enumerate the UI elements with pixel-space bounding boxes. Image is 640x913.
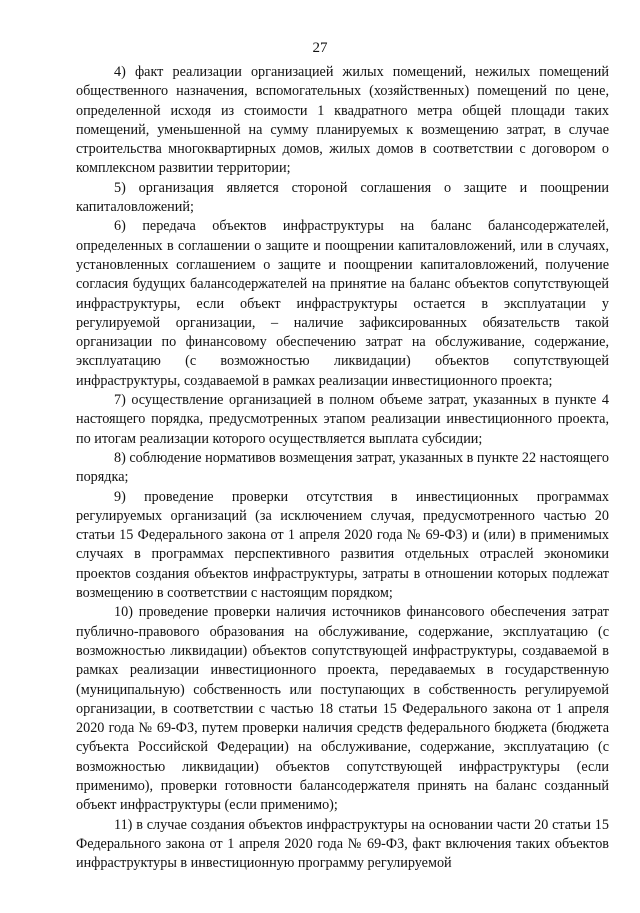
paragraph-item-6: 6) передача объектов инфраструктуры на баланс балансодержателей, определенных в соглашении о защите и поощрении капиталовложений, или в случаях, установленных соглашением о защите и поощрении капиталовложений, получение согласия будущих балансодержателей на принятие на баланс объектов сопутствующей инфраструктуры, если объект инфраструктуры остается в эксплуатации у регулируемой организации, – наличие зафиксированных обязательств такой организации по финансовому обеспечению затрат на обслуживание, содержание, эксплуатацию (с возможностью ликвидации) объектов сопутствующей инфраструктуры, создаваемой в рамках реализации инвестиционного проекта; bbox=[76, 218, 609, 389]
paragraph-item-5: 5) организация является стороной соглашения о защите и поощрении капиталовложений; bbox=[76, 179, 609, 216]
paragraph-item-4: 4) факт реализации организацией жилых помещений, нежилых помещений общественного назначения, вспомогательных (хозяйственных) помещений по цене, определенной исходя из стоимости 1 квадратного метра общей площади таких помещений, уменьшенной на сумму планируемых к возмещению затрат, в случае строительства многоквартирных домов, жилых домов в соответствии с договором о комплексном развитии территории; bbox=[76, 64, 609, 177]
paragraph-item-10: 10) проведение проверки наличия источников финансового обеспечения затрат публично-правового образования на обслуживание, содержание, эксплуатацию (с возможностью ликвидации) объектов сопутствующей инфраструктуры, создаваемой в рамках реализации инвестиционного проекта, передаваемых в государственную (муниципальную) собственность или поступающих в собственность регулируемой организации, в соответствии с частью 18 статьи 15 Федерального закона от 1 апреля 2020 года № 69-ФЗ, путем проверки наличия средств федерального бюджета (бюджета субъекта Российской Федерации) на обслуживание, содержание, эксплуатацию (с возможностью ликвидации) объектов сопутствующей инфраструктуры (если применимо), проверки готовности балансодержателя принять на баланс созданный объект инфраструктуры (если применимо); bbox=[76, 604, 609, 814]
paragraph-item-8: 8) соблюдение нормативов возмещения затрат, указанных в пункте 22 настоящего порядка; bbox=[76, 449, 609, 486]
document-body bbox=[76, 63, 609, 873]
paragraph-item-11: 11) в случае создания объектов инфраструктуры на основании части 20 статьи 15 Федерального закона от 1 апреля 2020 года № 69-ФЗ, факт включения таких объектов инфраструктуры в инвестиционную программу регулируемой bbox=[76, 816, 609, 872]
page-number: 27 bbox=[312, 40, 328, 56]
paragraph-item-7: 7) осуществление организацией в полном объеме затрат, указанных в пункте 4 настоящего порядка, предусмотренных этапом реализации инвестиционного проекта, по итогам реализации которого осуществляется выплата субсидии; bbox=[76, 392, 609, 447]
paragraph-item-9: 9) проведение проверки отсутствия в инвестиционных программах регулируемых организаций (за исключением случая, предусмотренного частью 20 статьи 15 Федерального закона от 1 апреля 2020 года № 69-ФЗ) и (или) в применимых случаях в программах перспективного развития отдельных отраслей экономики проектов создания объектов инфраструктуры, затраты в отношении которых подлежат возмещению в соответствии с настоящим порядком; bbox=[76, 488, 609, 602]
